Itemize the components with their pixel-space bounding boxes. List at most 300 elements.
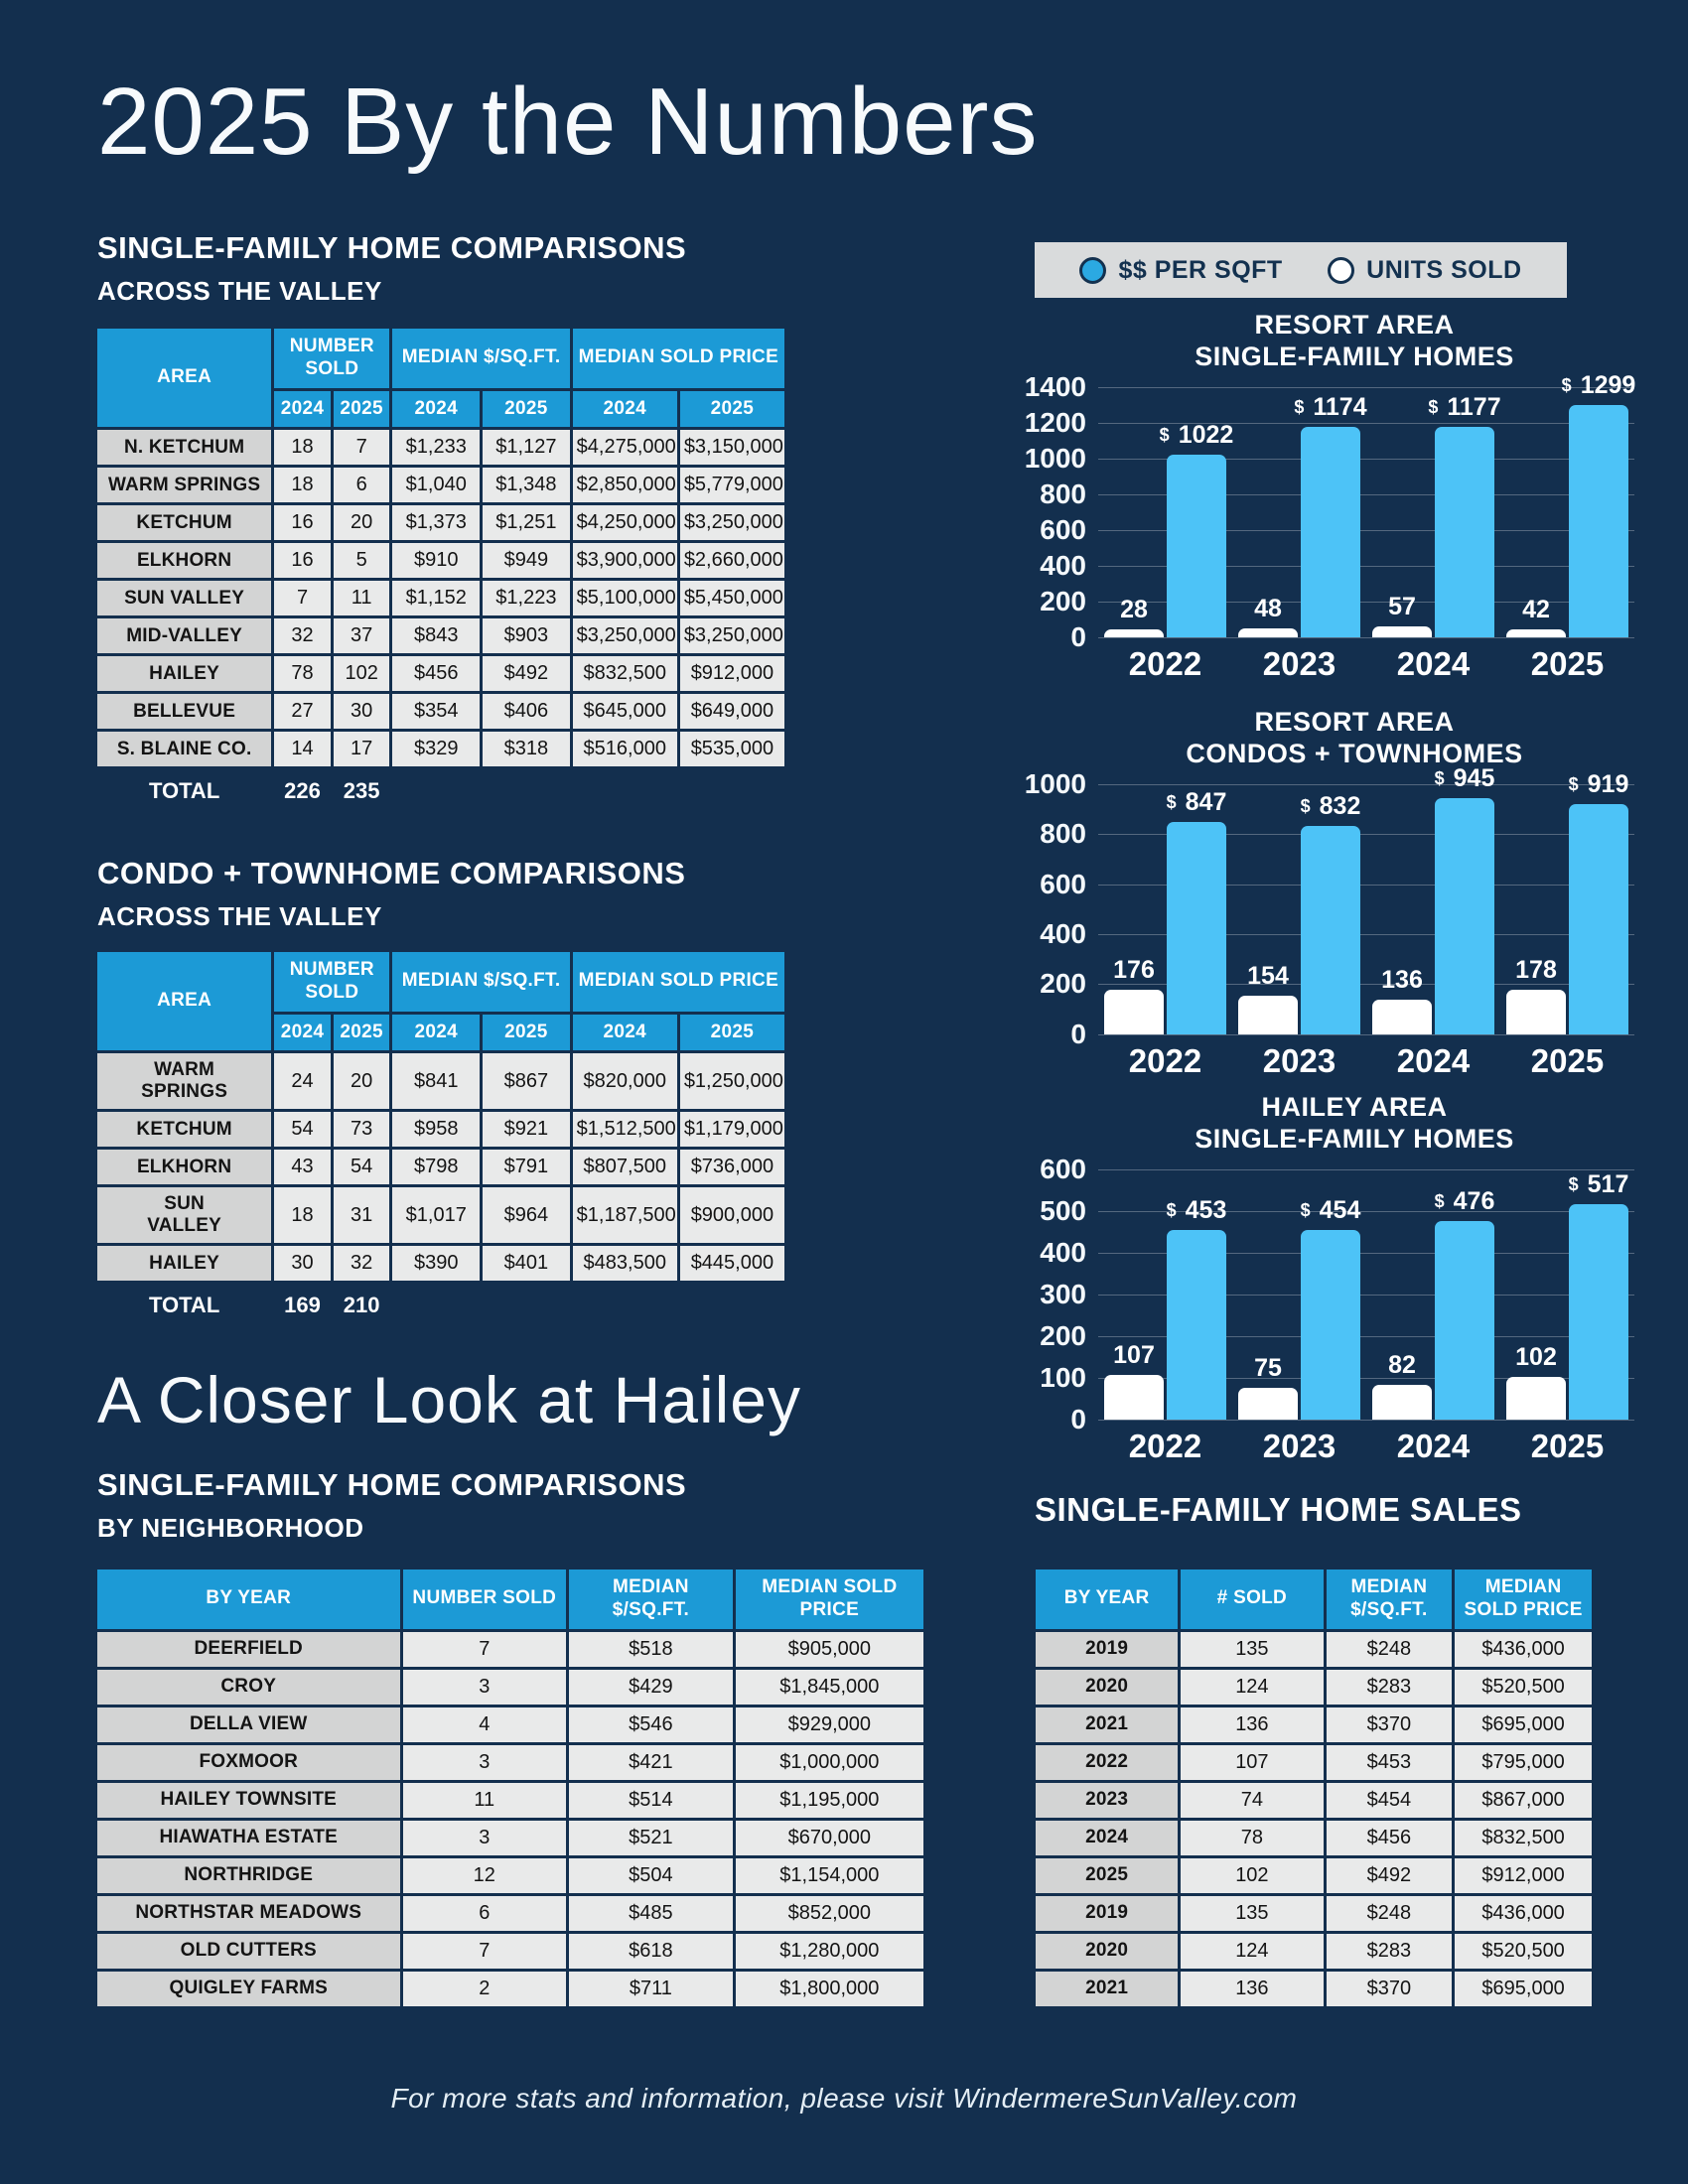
col-header-median-sqft: MEDIAN $/SQ.FT. <box>1327 1570 1453 1629</box>
row-value-cell: 11 <box>403 1783 567 1818</box>
row-value-cell: 124 <box>1181 1670 1323 1705</box>
y-axis-tick-label: 600 <box>1040 1153 1086 1184</box>
row-value-cell: $1,154,000 <box>736 1858 923 1893</box>
col-header-num-sold: # SOLD <box>1181 1570 1323 1629</box>
row-value-cell: $1,280,000 <box>736 1934 923 1969</box>
valley-condo-table <box>94 949 787 1330</box>
row-value-cell: 11 <box>334 581 390 615</box>
y-axis-tick-label: 800 <box>1040 818 1086 850</box>
units-sold-bar <box>1506 955 1566 1034</box>
sqft-legend-circle-icon <box>1079 257 1106 284</box>
units-sold-bar <box>1372 1351 1432 1419</box>
table-row <box>97 581 784 615</box>
bar-value-label: $ 453 <box>1166 1196 1227 1225</box>
row-label-cell: NORTHSTAR MEADOWS <box>97 1896 400 1931</box>
table-row <box>97 1934 923 1969</box>
row-value-cell: $5,779,000 <box>680 468 784 502</box>
row-label-cell: ELKHORN <box>97 543 271 578</box>
section-subheading: ACROSS THE VALLEY <box>97 276 382 306</box>
row-value-cell: 20 <box>334 1053 390 1109</box>
row-value-cell: 32 <box>274 618 331 653</box>
col-header-area: AREA <box>97 952 271 1050</box>
row-label-cell: 2019 <box>1036 1632 1178 1667</box>
year-header: 2024 <box>573 1015 677 1051</box>
chart-hailey-single-family <box>1035 1092 1634 1465</box>
row-value-cell: 3 <box>403 1745 567 1780</box>
row-value-cell: $1,000,000 <box>736 1745 923 1780</box>
bar-group <box>1366 1169 1500 1420</box>
row-value-cell: $4,250,000 <box>573 505 677 540</box>
y-axis-tick-label: 400 <box>1040 1236 1086 1268</box>
row-label-cell: BELLEVUE <box>97 694 271 729</box>
x-axis-tick-label: 2023 <box>1262 1041 1336 1079</box>
table-row <box>1036 1745 1592 1780</box>
row-value-cell: 135 <box>1181 1896 1323 1931</box>
col-header-median-sqft: MEDIAN $/SQ.FT. <box>392 952 569 1012</box>
row-label-cell: 2023 <box>1036 1783 1178 1818</box>
row-label-cell: HAILEY <box>97 656 271 691</box>
row-value-cell: 18 <box>274 430 331 465</box>
row-value-cell: 16 <box>274 505 331 540</box>
row-value-cell: $456 <box>392 656 480 691</box>
x-axis-tick-label: 2022 <box>1128 1427 1202 1464</box>
y-axis <box>1024 767 1098 1049</box>
row-value-cell: 18 <box>274 1187 331 1243</box>
row-value-cell: $354 <box>392 694 480 729</box>
row-value-cell: $1,179,000 <box>680 1112 784 1147</box>
legend-label: $$ PER SQFT <box>1118 255 1283 284</box>
col-header-median-sqft: MEDIAN $/SQ.FT. <box>569 1570 733 1629</box>
row-value-cell: $1,800,000 <box>736 1972 923 2006</box>
row-value-cell: $436,000 <box>1455 1632 1592 1667</box>
row-value-cell: $695,000 <box>1455 1707 1592 1742</box>
table-row <box>97 1821 923 1855</box>
row-value-cell: $618 <box>569 1934 733 1969</box>
row-label-cell: CROY <box>97 1670 400 1705</box>
x-axis-tick-label: 2024 <box>1396 1041 1471 1079</box>
row-value-cell: $283 <box>1327 1670 1453 1705</box>
bar-group <box>1232 1169 1366 1420</box>
bar-value-label: 75 <box>1254 1354 1282 1383</box>
row-label-cell: 2025 <box>1036 1858 1178 1893</box>
units-sold-bar <box>1372 966 1432 1033</box>
row-value-cell: $1,250,000 <box>680 1053 784 1109</box>
section-valley-sfh-heading <box>97 230 686 307</box>
row-value-cell: 37 <box>334 618 390 653</box>
row-value-cell: 30 <box>274 1246 331 1281</box>
row-value-cell: $3,250,000 <box>680 618 784 653</box>
y-axis-tick-label: 600 <box>1040 513 1086 545</box>
row-value-cell: $921 <box>483 1112 570 1147</box>
row-value-cell: $820,000 <box>573 1053 677 1109</box>
y-axis-tick-label: 1200 <box>1024 406 1086 438</box>
year-header: 2025 <box>680 1015 784 1051</box>
bar-group <box>1500 770 1634 1034</box>
units-sold-bar <box>1372 593 1432 636</box>
price-per-sqft-bar <box>1568 770 1629 1034</box>
price-per-sqft-bar <box>1561 370 1636 637</box>
x-axis-tick-label: 2023 <box>1262 1427 1336 1464</box>
table-row <box>97 1783 923 1818</box>
price-per-sqft-bar <box>1159 420 1234 637</box>
col-header-median-price: MEDIAN SOLD PRICE <box>573 952 784 1012</box>
year-header: 2024 <box>573 391 677 428</box>
table-row <box>97 732 784 766</box>
row-value-cell: $401 <box>483 1246 570 1281</box>
table-row <box>97 468 784 502</box>
total-2025: 210 <box>343 1293 380 1318</box>
y-axis-tick-label: 600 <box>1040 868 1086 899</box>
row-label-cell: QUIGLEY FARMS <box>97 1972 400 2006</box>
row-value-cell: $485 <box>569 1896 733 1931</box>
bar-value-label: 28 <box>1120 595 1148 623</box>
row-value-cell: $429 <box>569 1670 733 1705</box>
bar-value-label: 136 <box>1381 966 1423 995</box>
row-label-cell: 2021 <box>1036 1972 1178 2006</box>
row-label-cell: WARM SPRINGS <box>97 468 271 502</box>
row-label-cell: HAILEY <box>97 1246 271 1281</box>
row-value-cell: $283 <box>1327 1934 1453 1969</box>
row-label-cell: WARM SPRINGS <box>97 1053 271 1109</box>
row-value-cell: $406 <box>483 694 570 729</box>
y-axis-tick-label: 0 <box>1070 1403 1086 1434</box>
row-value-cell: $903 <box>483 618 570 653</box>
row-value-cell: $2,660,000 <box>680 543 784 578</box>
total-label: TOTAL <box>148 778 220 804</box>
total-row <box>97 769 784 813</box>
row-value-cell: $905,000 <box>736 1632 923 1667</box>
row-label-cell: 2022 <box>1036 1745 1178 1780</box>
table-row <box>1036 1670 1592 1705</box>
row-value-cell: 7 <box>403 1632 567 1667</box>
bar-value-label: $ 1174 <box>1294 393 1367 422</box>
row-value-cell: $1,845,000 <box>736 1670 923 1705</box>
bar-group <box>1098 1169 1232 1420</box>
y-axis-tick-label: 500 <box>1040 1194 1086 1226</box>
table-row <box>1036 1972 1592 2006</box>
y-axis-tick-label: 0 <box>1070 620 1086 652</box>
y-axis <box>1024 370 1098 652</box>
plot-area <box>1098 763 1634 1034</box>
units-sold-bar <box>1104 595 1164 637</box>
bar-group <box>1098 784 1232 1034</box>
gridline <box>1098 1034 1634 1035</box>
section-subheading: ACROSS THE VALLEY <box>97 901 382 931</box>
units-sold-bar <box>1238 1354 1298 1420</box>
row-value-cell: $711 <box>569 1972 733 2006</box>
col-header-number-sold: NUMBER SOLD <box>274 952 389 1012</box>
bar-value-label: $ 476 <box>1434 1186 1495 1215</box>
row-value-cell: $807,500 <box>573 1150 677 1184</box>
col-header-by-year: BY YEAR <box>1036 1570 1178 1629</box>
row-value-cell: $370 <box>1327 1972 1453 2006</box>
year-header: 2025 <box>334 391 390 428</box>
table-row <box>97 1670 923 1705</box>
row-value-cell: 27 <box>274 694 331 729</box>
row-value-cell: $421 <box>569 1745 733 1780</box>
section-heading: SINGLE-FAMILY HOME COMPARISONS <box>97 230 687 265</box>
col-header-area: AREA <box>97 329 271 427</box>
table-row <box>1036 1934 1592 1969</box>
row-value-cell: 74 <box>1181 1783 1323 1818</box>
row-value-cell: $832,500 <box>1455 1821 1592 1855</box>
row-value-cell: $520,500 <box>1455 1934 1592 1969</box>
bar-group <box>1366 387 1500 637</box>
units-sold-bar <box>1104 956 1164 1033</box>
row-value-cell: $645,000 <box>573 694 677 729</box>
row-value-cell: $445,000 <box>680 1246 784 1281</box>
row-value-cell: 17 <box>334 732 390 766</box>
row-value-cell: $4,275,000 <box>573 430 677 465</box>
row-label-cell: 2021 <box>1036 1707 1178 1742</box>
page-title: 2025 By the Numbers <box>97 68 1039 175</box>
row-value-cell: 7 <box>274 581 331 615</box>
row-value-cell: $1,127 <box>483 430 570 465</box>
row-value-cell: 18 <box>274 468 331 502</box>
row-value-cell: $1,152 <box>392 581 480 615</box>
legend-item-sqft <box>1079 256 1282 285</box>
table-row <box>97 1150 784 1184</box>
row-value-cell: $248 <box>1327 1896 1453 1931</box>
table-row <box>1036 1858 1592 1893</box>
row-value-cell: 136 <box>1181 1972 1323 2006</box>
row-label-cell: HIAWATHA ESTATE <box>97 1821 400 1855</box>
table-row <box>97 1632 923 1667</box>
col-header-median-price: MEDIAN SOLD PRICE <box>736 1570 923 1629</box>
chart-legend <box>1035 242 1567 298</box>
row-value-cell: $390 <box>392 1246 480 1281</box>
section-heading: CONDO + TOWNHOME COMPARISONS <box>97 856 686 890</box>
y-axis-tick-label: 0 <box>1070 1018 1086 1049</box>
row-value-cell: 54 <box>274 1112 331 1147</box>
bar-group <box>1500 370 1636 637</box>
row-value-cell: 73 <box>334 1112 390 1147</box>
bar-value-label: $ 919 <box>1568 770 1629 799</box>
row-value-cell: 24 <box>274 1053 331 1109</box>
hailey-neighborhood-table <box>94 1567 926 2009</box>
y-axis-tick-label: 200 <box>1040 968 1086 1000</box>
total-label: TOTAL <box>148 1293 220 1318</box>
row-value-cell: $670,000 <box>736 1821 923 1855</box>
col-header-number-sold: NUMBER SOLD <box>274 329 389 388</box>
row-value-cell: $516,000 <box>573 732 677 766</box>
legend-item-units <box>1328 256 1521 285</box>
row-value-cell: $912,000 <box>680 656 784 691</box>
bar-value-label: 57 <box>1388 593 1416 621</box>
row-value-cell: $2,850,000 <box>573 468 677 502</box>
row-label-cell: 2019 <box>1036 1896 1178 1931</box>
row-value-cell: 102 <box>1181 1858 1323 1893</box>
row-label-cell: MID-VALLEY <box>97 618 271 653</box>
row-value-cell: 43 <box>274 1150 331 1184</box>
row-value-cell: $329 <box>392 732 480 766</box>
table-row <box>1036 1707 1592 1742</box>
table-row <box>97 1858 923 1893</box>
row-value-cell: 6 <box>334 468 390 502</box>
table-row <box>97 694 784 729</box>
plot-area <box>1098 1169 1634 1420</box>
units-sold-bar <box>1238 961 1298 1034</box>
row-value-cell: 31 <box>334 1187 390 1243</box>
y-axis-tick-label: 300 <box>1040 1278 1086 1309</box>
row-value-cell: $1,233 <box>392 430 480 465</box>
total-row <box>97 1284 784 1327</box>
row-value-cell: $504 <box>569 1858 733 1893</box>
col-header-median-price: MEDIAN SOLD PRICE <box>1455 1570 1592 1629</box>
row-value-cell: $518 <box>569 1632 733 1667</box>
x-axis-tick-label: 2025 <box>1530 644 1605 682</box>
section-sales-heading: SINGLE-FAMILY HOME SALES <box>1035 1491 1522 1528</box>
table-row <box>97 1972 923 2006</box>
units-legend-circle-icon <box>1328 257 1354 284</box>
bar-value-label: $ 945 <box>1434 763 1495 792</box>
y-axis <box>1035 1153 1098 1434</box>
price-per-sqft-bar <box>1568 1169 1629 1420</box>
bar-value-label: 178 <box>1515 955 1557 984</box>
bar-group <box>1098 387 1232 637</box>
x-axis <box>1098 645 1634 683</box>
section-valley-condo-heading <box>97 856 685 932</box>
bar-group <box>1232 784 1366 1034</box>
row-value-cell: $1,040 <box>392 468 480 502</box>
total-2024: 226 <box>284 778 321 804</box>
row-value-cell: $795,000 <box>1455 1745 1592 1780</box>
table-row <box>97 656 784 691</box>
chart-resort-condos <box>1024 707 1634 1080</box>
row-label-cell: DEERFIELD <box>97 1632 400 1667</box>
x-axis <box>1098 1042 1634 1080</box>
bar-value-label: $ 517 <box>1568 1169 1629 1198</box>
row-value-cell: 136 <box>1181 1707 1323 1742</box>
col-header-by-year: BY YEAR <box>97 1570 400 1629</box>
gridline <box>1098 1420 1634 1421</box>
row-value-cell: $3,150,000 <box>680 430 784 465</box>
row-label-cell: KETCHUM <box>97 1112 271 1147</box>
row-value-cell: $248 <box>1327 1632 1453 1667</box>
bar-value-label: $ 832 <box>1300 792 1361 821</box>
year-header: 2024 <box>392 391 480 428</box>
bar-value-label: 82 <box>1388 1351 1416 1380</box>
y-axis-tick-label: 200 <box>1040 585 1086 616</box>
section-heading: SINGLE-FAMILY HOME COMPARISONS <box>97 1467 687 1502</box>
bar-value-label: $ 1299 <box>1561 370 1636 399</box>
chart-title: HAILEY AREA SINGLE-FAMILY HOMES <box>1195 1092 1514 1154</box>
row-value-cell: $514 <box>569 1783 733 1818</box>
price-per-sqft-bar <box>1434 1186 1495 1420</box>
row-value-cell: $5,450,000 <box>680 581 784 615</box>
bar-value-label: $ 847 <box>1166 788 1227 817</box>
valley-sfh-table <box>94 326 787 816</box>
table-row <box>97 1246 784 1281</box>
row-value-cell: 12 <box>403 1858 567 1893</box>
row-value-cell: 7 <box>403 1934 567 1969</box>
row-value-cell: $456 <box>1327 1821 1453 1855</box>
table-row <box>1036 1783 1592 1818</box>
row-value-cell: 6 <box>403 1896 567 1931</box>
row-value-cell: $1,017 <box>392 1187 480 1243</box>
y-axis-tick-label: 100 <box>1040 1361 1086 1393</box>
row-value-cell: 102 <box>334 656 390 691</box>
row-label-cell: SUN VALLEY <box>97 1187 271 1243</box>
row-value-cell: 14 <box>274 732 331 766</box>
bar-value-label: $ 1177 <box>1428 392 1501 421</box>
row-value-cell: $791 <box>483 1150 570 1184</box>
row-value-cell: $929,000 <box>736 1707 923 1742</box>
table-row <box>97 618 784 653</box>
table-row <box>1036 1632 1592 1667</box>
year-header: 2025 <box>680 391 784 428</box>
table-row <box>97 1707 923 1742</box>
total-2024: 169 <box>284 1293 321 1318</box>
x-axis-tick-label: 2024 <box>1396 644 1471 682</box>
row-value-cell: $841 <box>392 1053 480 1109</box>
year-header: 2024 <box>274 391 331 428</box>
row-value-cell: 54 <box>334 1150 390 1184</box>
row-value-cell: 3 <box>403 1670 567 1705</box>
row-label-cell: OLD CUTTERS <box>97 1934 400 1969</box>
total-2025: 235 <box>343 778 380 804</box>
row-value-cell: $798 <box>392 1150 480 1184</box>
chart-title: RESORT AREA SINGLE-FAMILY HOMES <box>1195 310 1514 371</box>
row-value-cell: $867 <box>483 1053 570 1109</box>
y-axis-tick-label: 800 <box>1040 478 1086 509</box>
row-value-cell: 2 <box>403 1972 567 2006</box>
year-header: 2024 <box>274 1015 331 1051</box>
row-value-cell: $1,251 <box>483 505 570 540</box>
bar-value-label: 107 <box>1113 1340 1155 1369</box>
legend-label: UNITS SOLD <box>1366 255 1522 284</box>
year-header: 2025 <box>483 1015 570 1051</box>
row-value-cell: $318 <box>483 732 570 766</box>
row-value-cell: $1,187,500 <box>573 1187 677 1243</box>
table-row <box>97 430 784 465</box>
x-axis-tick-label: 2025 <box>1530 1427 1605 1464</box>
units-sold-bar <box>1104 1340 1164 1420</box>
row-label-cell: 2020 <box>1036 1670 1178 1705</box>
x-axis-tick-label: 2025 <box>1530 1041 1605 1079</box>
year-header: 2024 <box>392 1015 480 1051</box>
row-value-cell: $958 <box>392 1112 480 1147</box>
row-label-cell: NORTHRIDGE <box>97 1858 400 1893</box>
row-value-cell: $3,900,000 <box>573 543 677 578</box>
row-value-cell: 78 <box>274 656 331 691</box>
bar-value-label: 48 <box>1254 595 1282 623</box>
row-label-cell: N. KETCHUM <box>97 430 271 465</box>
row-value-cell: 20 <box>334 505 390 540</box>
table-row <box>97 1187 784 1243</box>
row-value-cell: $454 <box>1327 1783 1453 1818</box>
y-axis-tick-label: 1000 <box>1024 767 1086 799</box>
row-value-cell: 124 <box>1181 1934 1323 1969</box>
x-axis-tick-label: 2022 <box>1128 644 1202 682</box>
row-value-cell: $3,250,000 <box>680 505 784 540</box>
year-header: 2025 <box>483 391 570 428</box>
table-row <box>97 543 784 578</box>
row-value-cell: $3,250,000 <box>573 618 677 653</box>
table-row <box>1036 1821 1592 1855</box>
y-axis-tick-label: 400 <box>1040 917 1086 949</box>
row-value-cell: $1,373 <box>392 505 480 540</box>
row-value-cell: $900,000 <box>680 1187 784 1243</box>
row-value-cell: $520,500 <box>1455 1670 1592 1705</box>
y-axis-tick-label: 200 <box>1040 1319 1086 1351</box>
chart-title: RESORT AREA CONDOS + TOWNHOMES <box>1186 707 1523 768</box>
row-value-cell: 4 <box>403 1707 567 1742</box>
row-value-cell: 107 <box>1181 1745 1323 1780</box>
row-value-cell: $492 <box>483 656 570 691</box>
table-row <box>97 1112 784 1147</box>
row-value-cell: 30 <box>334 694 390 729</box>
